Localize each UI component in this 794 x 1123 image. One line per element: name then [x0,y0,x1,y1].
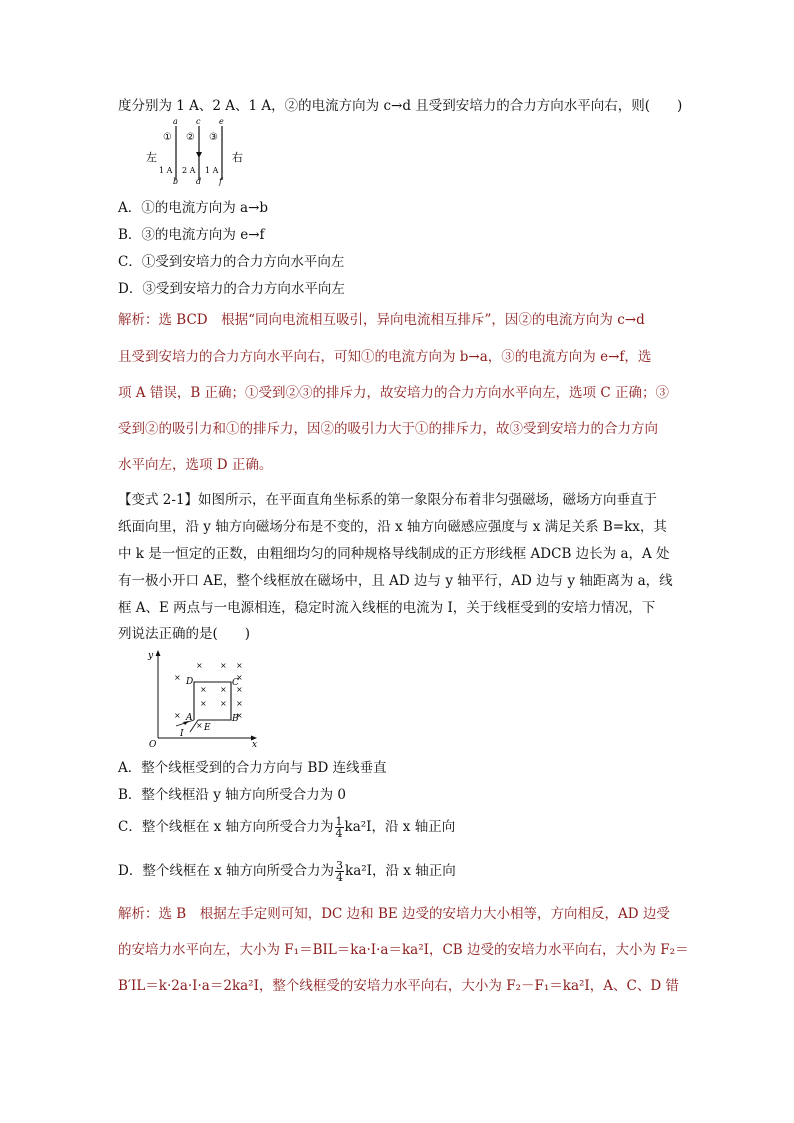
wire-num-3: ③ [209,132,218,143]
q2-option-d [118,860,456,883]
current-2: 2 A [182,166,196,175]
label-a: A [186,713,193,723]
label-c: C [232,678,239,688]
field-cross: × [174,711,181,720]
frac-num: 1 [335,815,343,828]
label-b: B [232,714,239,724]
square-loop-figure [140,648,265,750]
letter-b: b [173,177,179,186]
q2-analysis-line-1: 解析：选 B 根据左手定则可知，DC 边和 BE 边受的安培力大小相等，方向相反，AD 边受 [118,906,670,922]
q2-option-b: B．整个线框沿 y 轴方向所受合力为 0 [118,787,347,803]
q2-option-d-prefix: D．整个线框在 x 轴方向所受合力为 [118,863,335,879]
frac-den: 4 [336,871,344,884]
q1-option-c: C．①受到安培力的合力方向水平向左 [118,254,345,270]
q2-stem-line-4: 有一极小开口 AE，整个线框放在磁场中，且 AD 边与 y 轴平行，AD 边与 y 轴距离为 a，线 [118,573,673,589]
letter-a: a [173,118,178,126]
q1-stem: 度分别为 1 A、2 A、1 A，②的电流方向为 c→d 且受到安培力的合力方向水平向右，则( ) [118,98,683,114]
field-cross: × [200,699,207,708]
field-cross: × [196,661,203,670]
label-d: D [186,677,194,687]
q1-analysis-line-3: 项 A 错误，B 正确；①受到②③的排斥力，故安培力的合力方向水平向左，选项 C 正确；③ [118,385,669,401]
field-cross: × [236,661,243,670]
label-e: E [204,723,211,733]
q1-option-d: D．③受到安培力的合力方向水平向左 [118,281,345,297]
q2-option-c-prefix: C．整个线框在 x 轴方向所受合力为 [118,819,334,835]
letter-f: f [219,177,222,186]
q2-option-a: A．整个线框受到的合力方向与 BD 连线垂直 [118,760,387,776]
q1-option-b: B．③的电流方向为 e→f [118,227,265,243]
q2-option-d-suffix: ka²I，沿 x 轴正向 [345,863,456,879]
fraction-one-quarter [335,816,344,839]
axis-x-label: x [252,740,258,750]
q1-analysis-line-2: 且受到安培力的合力方向水平向右，可知①的电流方向为 b→a，③的电流方向为 e→f，选 [118,349,652,365]
label-i: I [180,729,184,739]
q2-stem-line-6: 列说法正确的是( ) [118,626,251,642]
q1-analysis-line-5: 水平向左，选项 D 正确。 [118,457,273,473]
right-label: 右 [232,151,243,164]
field-cross: × [236,711,243,720]
wire-2-arrow [196,152,202,158]
letter-d: d [196,177,202,186]
q2-stem-line-1: 【变式 2-1】如图所示，在平面直角坐标系的第一象限分布着非匀强磁场，磁场方向垂直于 [118,492,658,508]
letter-e: e [219,118,224,126]
frac-den: 4 [335,827,343,840]
left-label: 左 [146,151,157,164]
q1-analysis-line-1: 解析：选 BCD 根据“同向电流相互吸引，异向电流相互排斥”，因②的电流方向为 c→d [118,312,645,328]
field-cross: × [196,721,203,730]
q2-stem-line-3: 中 k 是一恒定的正数，由粗细均匀的同种规格导线制成的正方形线框 ADCB 边长为 a，A 处 [118,546,670,562]
wire-num-1: ① [163,132,172,143]
q1-analysis-line-4: 受到②的吸引力和①的排斥力，因②的吸引力大于①的排斥力，故③受到安培力的合力方向 [118,421,658,437]
q1-option-a: A．①的电流方向为 a→b [118,200,269,216]
wire-num-2: ② [186,132,195,143]
current-3: 1 A [205,166,219,175]
origin-label: O [149,740,157,750]
field-cross: × [236,699,243,708]
q2-stem-line-5: 框 A、E 两点与一电源相连，稳定时流入线框的电流为 I，关于线框受到的安培力情况，下 [118,600,656,616]
q2-option-c-suffix: ka²I，沿 x 轴正向 [344,819,456,835]
q2-analysis-line-3: B′IL＝k·2a·I·a＝2ka²I，整个线框受的安培力水平向右，大小为 F₂－F₁＝ka²I，A、C、D 错 [118,978,679,994]
q2-analysis-line-2: 的安培力水平向左，大小为 F₁＝BIL＝ka·I·a＝ka²I，CB 边受的安培力水平向右，大小为 F₂＝ [118,942,689,958]
fraction-three-quarters [335,860,344,883]
y-axis-arrow [156,650,161,656]
field-cross: × [220,699,227,708]
field-cross: × [220,661,227,670]
field-cross: × [236,685,243,694]
field-cross: × [220,685,227,694]
parallel-wires-figure [140,118,260,188]
q2-option-c [118,816,455,839]
q2-stem-line-2: 纸面向里，沿 y 轴方向磁场分布是不变的，沿 x 轴方向磁感应强度与 x 满足关系 B=kx，其 [118,519,667,535]
field-cross: × [174,673,181,682]
current-1: 1 A [159,166,173,175]
frac-num: 3 [336,859,344,872]
field-cross: × [200,685,207,694]
field-cross: × [236,673,243,682]
axis-y-label: y [148,651,154,661]
letter-c: c [196,118,201,126]
